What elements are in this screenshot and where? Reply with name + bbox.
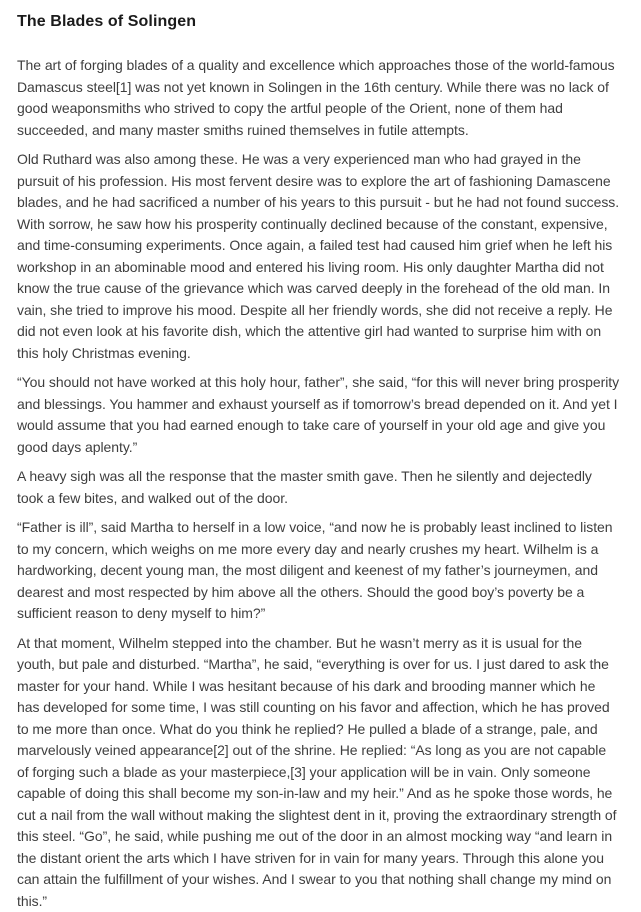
page-title: The Blades of Solingen [17, 11, 621, 32]
story-paragraph: The art of forging blades of a quality and excellence which approaches those of the world-famous Damascus steel[1] was not yet known in Solingen in the 16th century. While there was no lack of good weaponsmiths who strived to copy the artful people of the Orient, none of them had succeeded, and many master smiths ruined themselves in futile attempts. [17, 55, 621, 141]
story-paragraph: A heavy sigh was all the response that the master smith gave. Then he silently and dejectedly took a few bites, and walked out of the door. [17, 466, 621, 509]
story-paragraph: Old Ruthard was also among these. He was a very experienced man who had grayed in the pursuit of his profession. His most fervent desire was to explore the art of fashioning Damascene blades, and he had sacrificed a number of his years to this pursuit - but he had not found success. With sorrow, he saw how his prosperity continually declined because of the constant, expensive, and time-consuming experiments. Once again, a failed test had caused him grief when he left his workshop in an abominable mood and entered his living room. His only daughter Martha did not know the true cause of the grievance which was carved deeply in the forehead of the old man. In vain, she tried to improve his mood. Despite all her friendly words, she did not receive a reply. He did not even look at his favorite dish, which the attentive girl had wanted to surprise him with on this holy Christmas evening. [17, 149, 621, 364]
story-paragraph: “You should not have worked at this holy hour, father”, she said, “for this will never bring prosperity and blessings. You hammer and exhaust yourself as if tomorrow’s bread depended on it. And yet I would assume that you had earned enough to take care of yourself in your old age and give you good days aplenty.” [17, 372, 621, 458]
story-paragraph: “Father is ill”, said Martha to herself in a low voice, “and now he is probably least inclined to listen to my concern, which weighs on me more every day and nearly crushes my heart. Wilhelm is a hardworking, decent young man, the most diligent and keenest of my father’s journeymen, and dearest and most respected by him above all the others. Should the good boy’s poverty be a sufficient reason to deny myself to him?” [17, 517, 621, 625]
story-paragraph: At that moment, Wilhelm stepped into the chamber. But he wasn’t merry as it is usual for the youth, but pale and disturbed. “Martha”, he said, “everything is over for us. I just dared to ask the master for your hand. While I was hesitant because of his dark and brooding manner which he has developed for some time, I was still counting on his favor and affection, which he has proved to me more than once. What do you think he replied? He pulled a blade of a strange, pale, and marvelously veined appearance[2] out of the shrine. He replied: “As long as you are not capable of forging such a blade as your masterpiece,[3] your application will be in vain. Only someone capable of doing this shall become my son-in-law and my heir.” And as he spoke those words, he cut a nail from the wall without making the slightest dent in it, proving the extraordinary strength of this steel. “Go”, he said, while pushing me out of the door in an almost mocking way “and learn in the distant orient the arts which I have striven for in vain for many years. Through this alone you can attain the fulfillment of your wishes. And I swear to you that nothing shall change my mind on this.” [17, 633, 621, 912]
